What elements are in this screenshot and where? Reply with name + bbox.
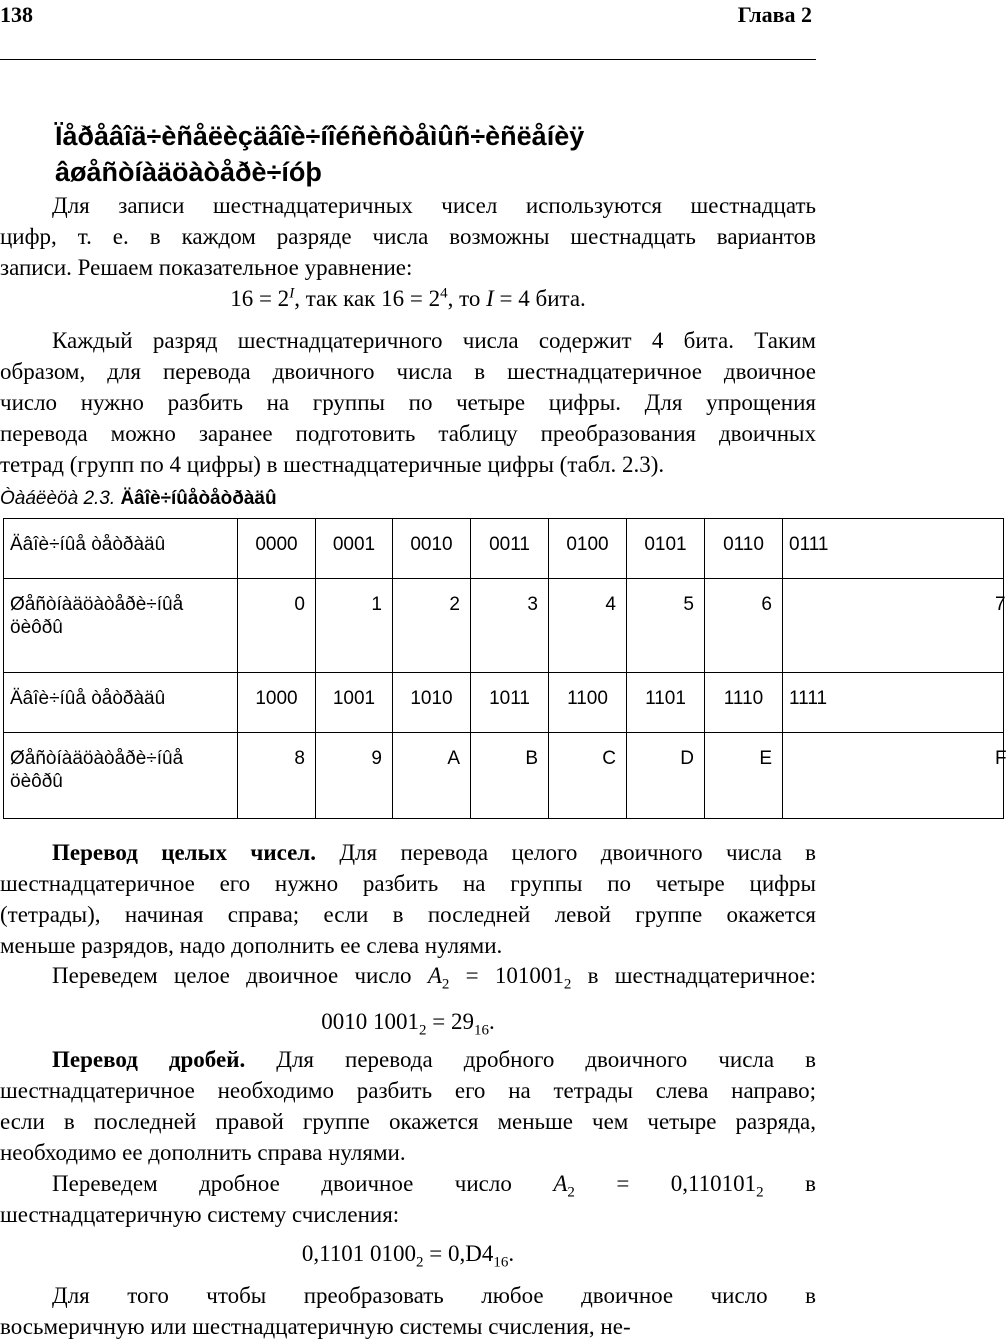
paragraph-intro bbox=[0, 190, 816, 283]
text-line: шестнадцатеричное необходимо разбить его на тетрады слева направо; bbox=[0, 1078, 816, 1103]
table-cell: D bbox=[627, 733, 705, 819]
table-cell: 0 bbox=[238, 579, 316, 673]
table-cell: 0100 bbox=[549, 519, 627, 579]
table-row bbox=[4, 673, 1004, 733]
formula-fraction-result: 0,1101 $0100_2 = 0,D4_{16}$. bbox=[301, 1241, 515, 1271]
text-line: меньше разрядов, надо дополнить ее слева нулями. bbox=[0, 933, 503, 958]
row-label: Äâîè÷íûå òåòðàäû bbox=[4, 673, 238, 733]
text-line: шестнадцатеричную систему счисления: bbox=[0, 1202, 400, 1227]
text-line: Для записи шестнадцатеричных чисел используются шестнадцать bbox=[52, 193, 816, 218]
table-cell: 0001 bbox=[316, 519, 393, 579]
table-cell: F bbox=[783, 733, 1004, 819]
table-cell: 0110 bbox=[705, 519, 783, 579]
paragraph-conversion bbox=[0, 1280, 816, 1342]
text-line: записи. Решаем показательное уравнение: bbox=[0, 255, 413, 280]
formula-integer-result: 0010 $1001_2 = 29_{16}$. bbox=[321, 1009, 495, 1039]
paragraph-integer-example bbox=[0, 960, 816, 991]
text-line: тетрад (групп по 4 цифры) в шестнадцатеричные цифры (табл. 2.3). bbox=[0, 452, 665, 477]
table-cell: 8 bbox=[238, 733, 316, 819]
tetrad-table bbox=[3, 518, 1007, 819]
text-line: число нужно разбить на группы по четыре цифры. Для упрощения bbox=[0, 390, 816, 415]
table-cell: C bbox=[549, 733, 627, 819]
table-cell: 5 bbox=[627, 579, 705, 673]
table-cell: 2 bbox=[393, 579, 471, 673]
paragraph-integers bbox=[0, 837, 816, 961]
row-label: Øåñòíàäöàòåðè÷íûå öèôðû bbox=[4, 579, 238, 673]
row-label: Äâîè÷íûå òåòðàäû bbox=[4, 519, 238, 579]
table-cell: 6 bbox=[705, 579, 783, 673]
table-cell: 1001 bbox=[316, 673, 393, 733]
table-caption-title: Äâîè÷íûåòåòðàäû bbox=[120, 488, 277, 509]
table-cell: 1000 bbox=[238, 673, 316, 733]
text-line: Переведем целое двоичное число $A_2 = 101001_2$ в шестнадцатеричное: bbox=[52, 963, 816, 993]
table-cell: 1100 bbox=[549, 673, 627, 733]
section-title-line-2: âøåñòíàäöàòåðè÷íóþ bbox=[55, 157, 322, 187]
table-cell: E bbox=[705, 733, 783, 819]
text-line: если в последней правой группе окажется меньше чем четыре разряда, bbox=[0, 1109, 816, 1134]
table-cell: 1110 bbox=[705, 673, 783, 733]
table-caption-number: Òàáëèöà 2.3. bbox=[0, 488, 116, 509]
text-line: Каждый разряд шестнадцатеричного числа содержит 4 бита. Таким bbox=[52, 328, 816, 353]
header-rule bbox=[0, 59, 816, 60]
text-line: образом, для перевода двоичного числа в шестнадцатеричное двоичное bbox=[0, 359, 816, 384]
text-line: шестнадцатеричное его нужно разбить на группы по четыре цифры bbox=[0, 871, 816, 896]
row-label: Øåñòíàäöàòåðè÷íûå öèôðû bbox=[4, 733, 238, 819]
section-title bbox=[55, 118, 795, 190]
table-cell: 0010 bbox=[393, 519, 471, 579]
table-caption bbox=[0, 488, 277, 510]
text-line: цифр, т. е. в каждом разряде числа возможны шестнадцать вариантов bbox=[0, 224, 816, 249]
table-cell: 1111 bbox=[783, 673, 1004, 733]
text-line: необходимо ее дополнить справа нулями. bbox=[0, 1140, 406, 1165]
text-line: Переведем дробное двоичное число $A_2 = 0,110101_2$ в bbox=[52, 1171, 816, 1201]
table-cell: 9 bbox=[316, 733, 393, 819]
chapter-header: Глава 2 bbox=[737, 2, 812, 27]
paragraph-fractions bbox=[0, 1044, 816, 1168]
table-cell: 1011 bbox=[471, 673, 549, 733]
text-line: Для того чтобы преобразовать любое двоичное число в bbox=[52, 1283, 816, 1308]
table-cell: A bbox=[393, 733, 471, 819]
table-cell: 4 bbox=[549, 579, 627, 673]
table-row bbox=[4, 733, 1004, 819]
table-cell: 0000 bbox=[238, 519, 316, 579]
text-line: перевода можно заранее подготовить таблицу преобразования двоичных bbox=[0, 421, 816, 446]
table-cell: 1101 bbox=[627, 673, 705, 733]
text-line: восьмеричную или шестнадцатеричную системы счисления, не- bbox=[0, 1314, 631, 1339]
text-line: (тетрады), начиная справа; если в последней левой группе окажется bbox=[0, 902, 816, 927]
table-cell: 1010 bbox=[393, 673, 471, 733]
table-row bbox=[4, 579, 1004, 673]
table-cell: 0111 bbox=[783, 519, 1004, 579]
table-cell: 7 bbox=[783, 579, 1004, 673]
text-line: Перевод дробей. Для перевода дробного двоичного числа в bbox=[52, 1047, 817, 1072]
table-cell: 3 bbox=[471, 579, 549, 673]
text-line: Перевод целых чисел. Для перевода целого двоичного числа в bbox=[52, 840, 817, 865]
page-number: 138 bbox=[0, 2, 33, 27]
table-cell: 0101 bbox=[627, 519, 705, 579]
table-cell: B bbox=[471, 733, 549, 819]
formula-bits: $16 = 2^I$, так как $16 = 2^4$, то I = 4 бита. bbox=[230, 285, 586, 311]
table-row bbox=[4, 519, 1004, 579]
section-title-line-1: Ïåðåâîä÷èñåëèçäâîè÷íîéñèñòåìûñ÷èñëåíèÿ bbox=[55, 121, 585, 151]
table-cell: 1 bbox=[316, 579, 393, 673]
paragraph-tetrads bbox=[0, 325, 816, 480]
paragraph-fraction-example bbox=[0, 1168, 816, 1230]
table-cell: 0011 bbox=[471, 519, 549, 579]
